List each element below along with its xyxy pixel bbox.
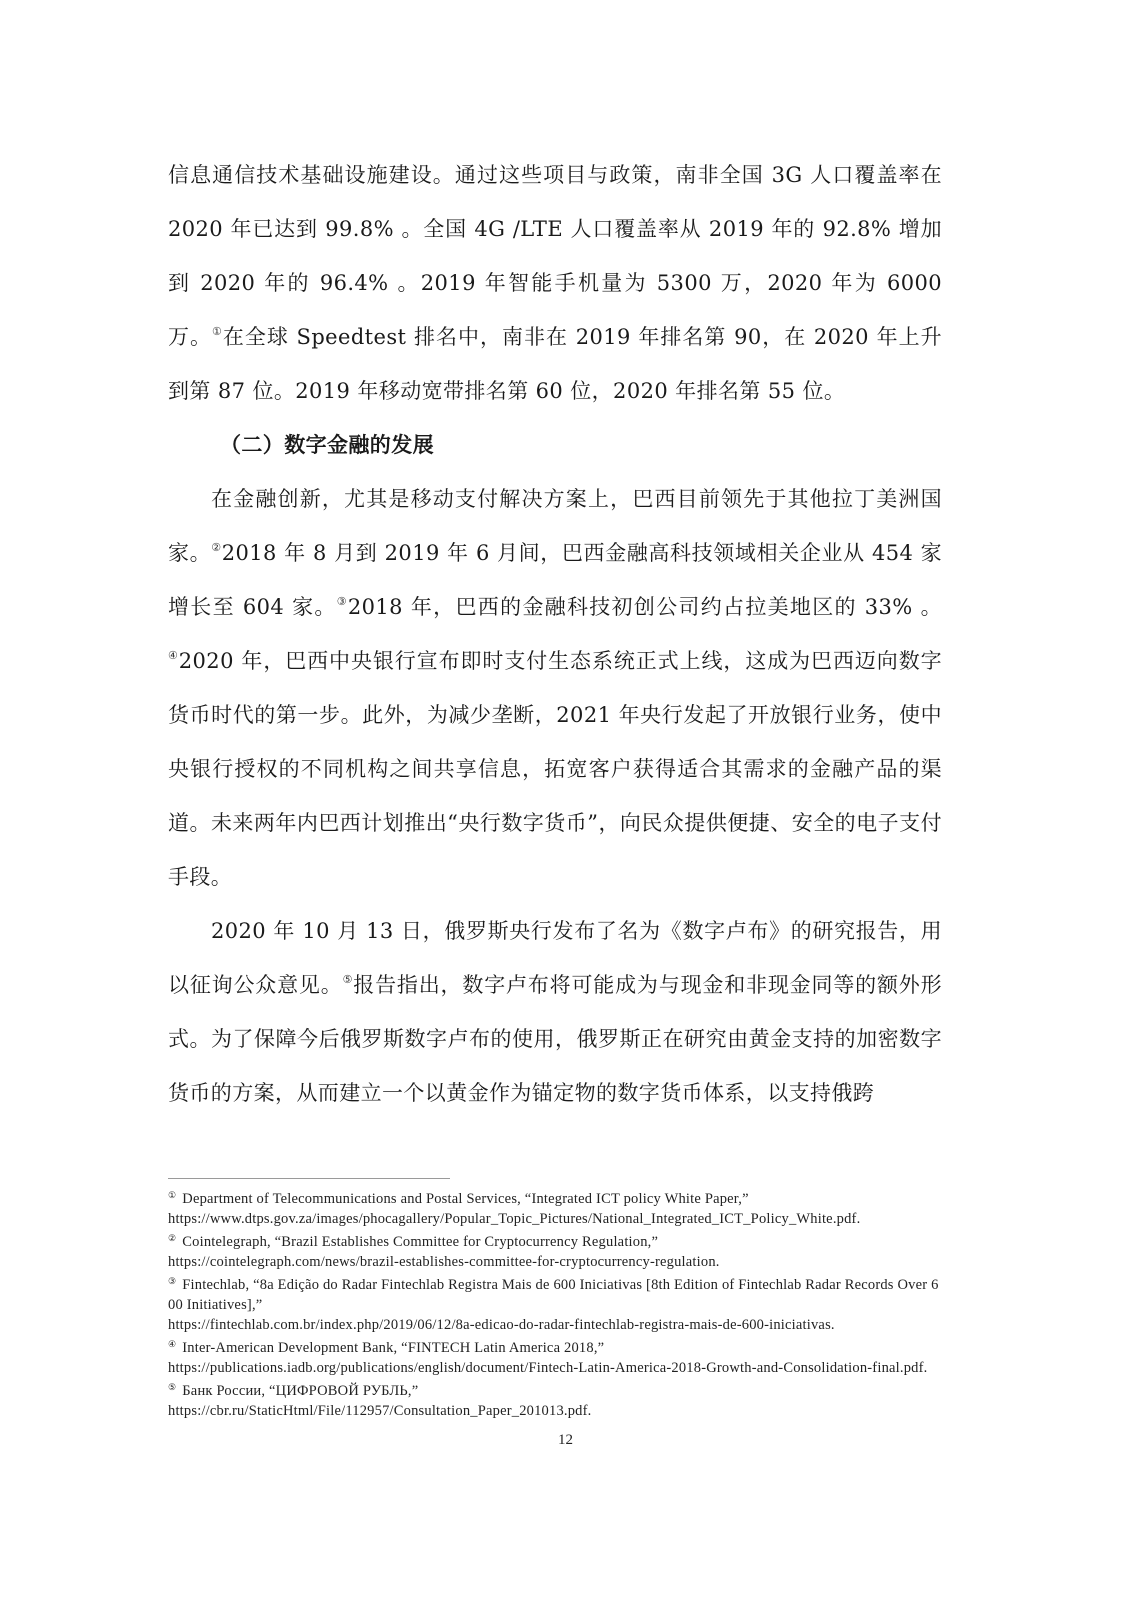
footnote-5 — [168, 1378, 944, 1421]
footnote-link[interactable]: https://cbr.ru/StaticHtml/File/112957/Consultation_Paper_201013.pdf. — [168, 1402, 592, 1419]
page-number: 12 — [558, 1432, 573, 1448]
footnote-link[interactable]: https://publications.iadb.org/publications/english/document/Fintech-Latin-America-2018-Growth-and-Consolidation-final.pdf. — [168, 1359, 928, 1376]
footnote-reference-1[interactable]: ① — [212, 325, 223, 338]
footnote-reference-5[interactable]: ⑤ — [342, 973, 354, 986]
footnote-citation: Inter-American Development Bank, “FINTECH Latin America 2018,” — [182, 1340, 605, 1357]
paragraph-text: 2020 年，巴西中央银行宣布即时支付生态系统正式上线，这成为巴西迈向数字货币时代的第一步。此外，为减少垄断，2021 年央行发起了开放银行业务，使中央银行授权的不同机构之间共享信息，拓宽客户获得适合其需求的金融产品的渠道。未来两年内巴西计划推出“央行数字货币”，向民众提供便捷、安全的电子支付手段。 — [168, 649, 942, 889]
paragraph-text: 报告指出，数字卢布将可能成为与现金和非现金同等的额外形式。为了保障今后俄罗斯数字卢布的使用，俄罗斯正在研究由黄金支持的加密数字货币的方案，从而建立一个以黄金作为锚定物的数字货币体系，以支持俄跨 — [168, 973, 942, 1105]
footnotes — [168, 1186, 944, 1422]
section-heading: （二）数字金融的发展 — [220, 433, 434, 457]
paragraph-text: 在金融创新，尤其是移动支付解决方案上，巴西目前领先于其他拉丁美洲国家。 — [168, 487, 942, 565]
footnote-citation: Cointelegraph, “Brazil Establishes Committee for Cryptocurrency Regulation,” — [182, 1234, 659, 1251]
footnote-citation: Department of Telecommunications and Postal Services, “Integrated ICT policy White Paper,” — [182, 1191, 749, 1207]
paragraph-text: 2018 年，巴西的金融科技初创公司约占拉美地区的 33% 。 — [347, 595, 943, 619]
paragraph-text: 2018 年 8 月到 2019 年 6 月间，巴西金融高科技领域相关企业从 454 家增长至 604 家。 — [168, 541, 942, 619]
footnote-3 — [168, 1272, 944, 1335]
paragraph-text: 在全球 Speedtest 排名中，南非在 2019 年排名第 90，在 2020 年上升到第 87 位。2019 年移动宽带排名第 60 位，2020 年排名第 55 位。 — [168, 325, 942, 403]
paragraph-brazil-fintech — [168, 472, 942, 904]
paragraph-text: 信息通信技术基础设施建设。通过这些项目与政策，南非全国 3G 人口覆盖率在 2020 年已达到 99.8% 。全国 4G /LTE 人口覆盖率从 2019 年的 92.8% 增加到 2020 年的 96.4% 。2019 年智能手机量为 5300 万，2020 年为 6000 万。 — [168, 163, 942, 349]
body-text — [168, 148, 942, 1120]
footnote-2 — [168, 1229, 944, 1272]
footnote-link[interactable]: https://cointelegraph.com/news/brazil-establishes-committee-for-cryptocurrency-regulation. — [168, 1253, 720, 1270]
footnote-link[interactable]: https://fintechlab.com.br/index.php/2019/06/12/8a-edicao-do-radar-fintechlab-registra-mais-de-600-iniciativas. — [168, 1316, 835, 1333]
footnote-mark: ④ — [168, 1339, 177, 1350]
footnote-1 — [168, 1186, 944, 1229]
footnote-4 — [168, 1335, 944, 1378]
footnote-link[interactable]: https://www.dtps.gov.za/images/phocagallery/Popular_Topic_Pictures/National_Integrated_ICT_Policy_White.pdf. — [168, 1210, 861, 1227]
footnote-mark: ⑤ — [168, 1382, 177, 1393]
footnote-mark: ③ — [168, 1276, 177, 1287]
paragraph-russia-digital-ruble — [168, 904, 942, 1120]
footnote-citation: Банк России, “ЦИФРОВОЙ РУБЛЬ,” — [182, 1383, 419, 1400]
footnote-reference-4[interactable]: ④ — [168, 649, 179, 662]
paragraph-text: 2020 年 10 月 13 日，俄罗斯央行发布了名为《数字卢布》的研究报告，用以征询公众意见。 — [168, 919, 942, 997]
footnote-mark: ② — [168, 1233, 177, 1244]
footnote-citation: Fintechlab, “8a Edição do Radar Fintechlab Registra Mais de 600 Iniciativas [8th Edition of Fintechlab Radar Records Over 600 Initiatives],” — [168, 1277, 939, 1313]
paragraph-south-africa-ict — [168, 148, 942, 418]
footnote-mark: ① — [168, 1190, 177, 1200]
footnote-reference-3[interactable]: ③ — [336, 595, 348, 608]
footnote-separator — [168, 1178, 450, 1179]
footnote-reference-2[interactable]: ② — [211, 541, 222, 554]
